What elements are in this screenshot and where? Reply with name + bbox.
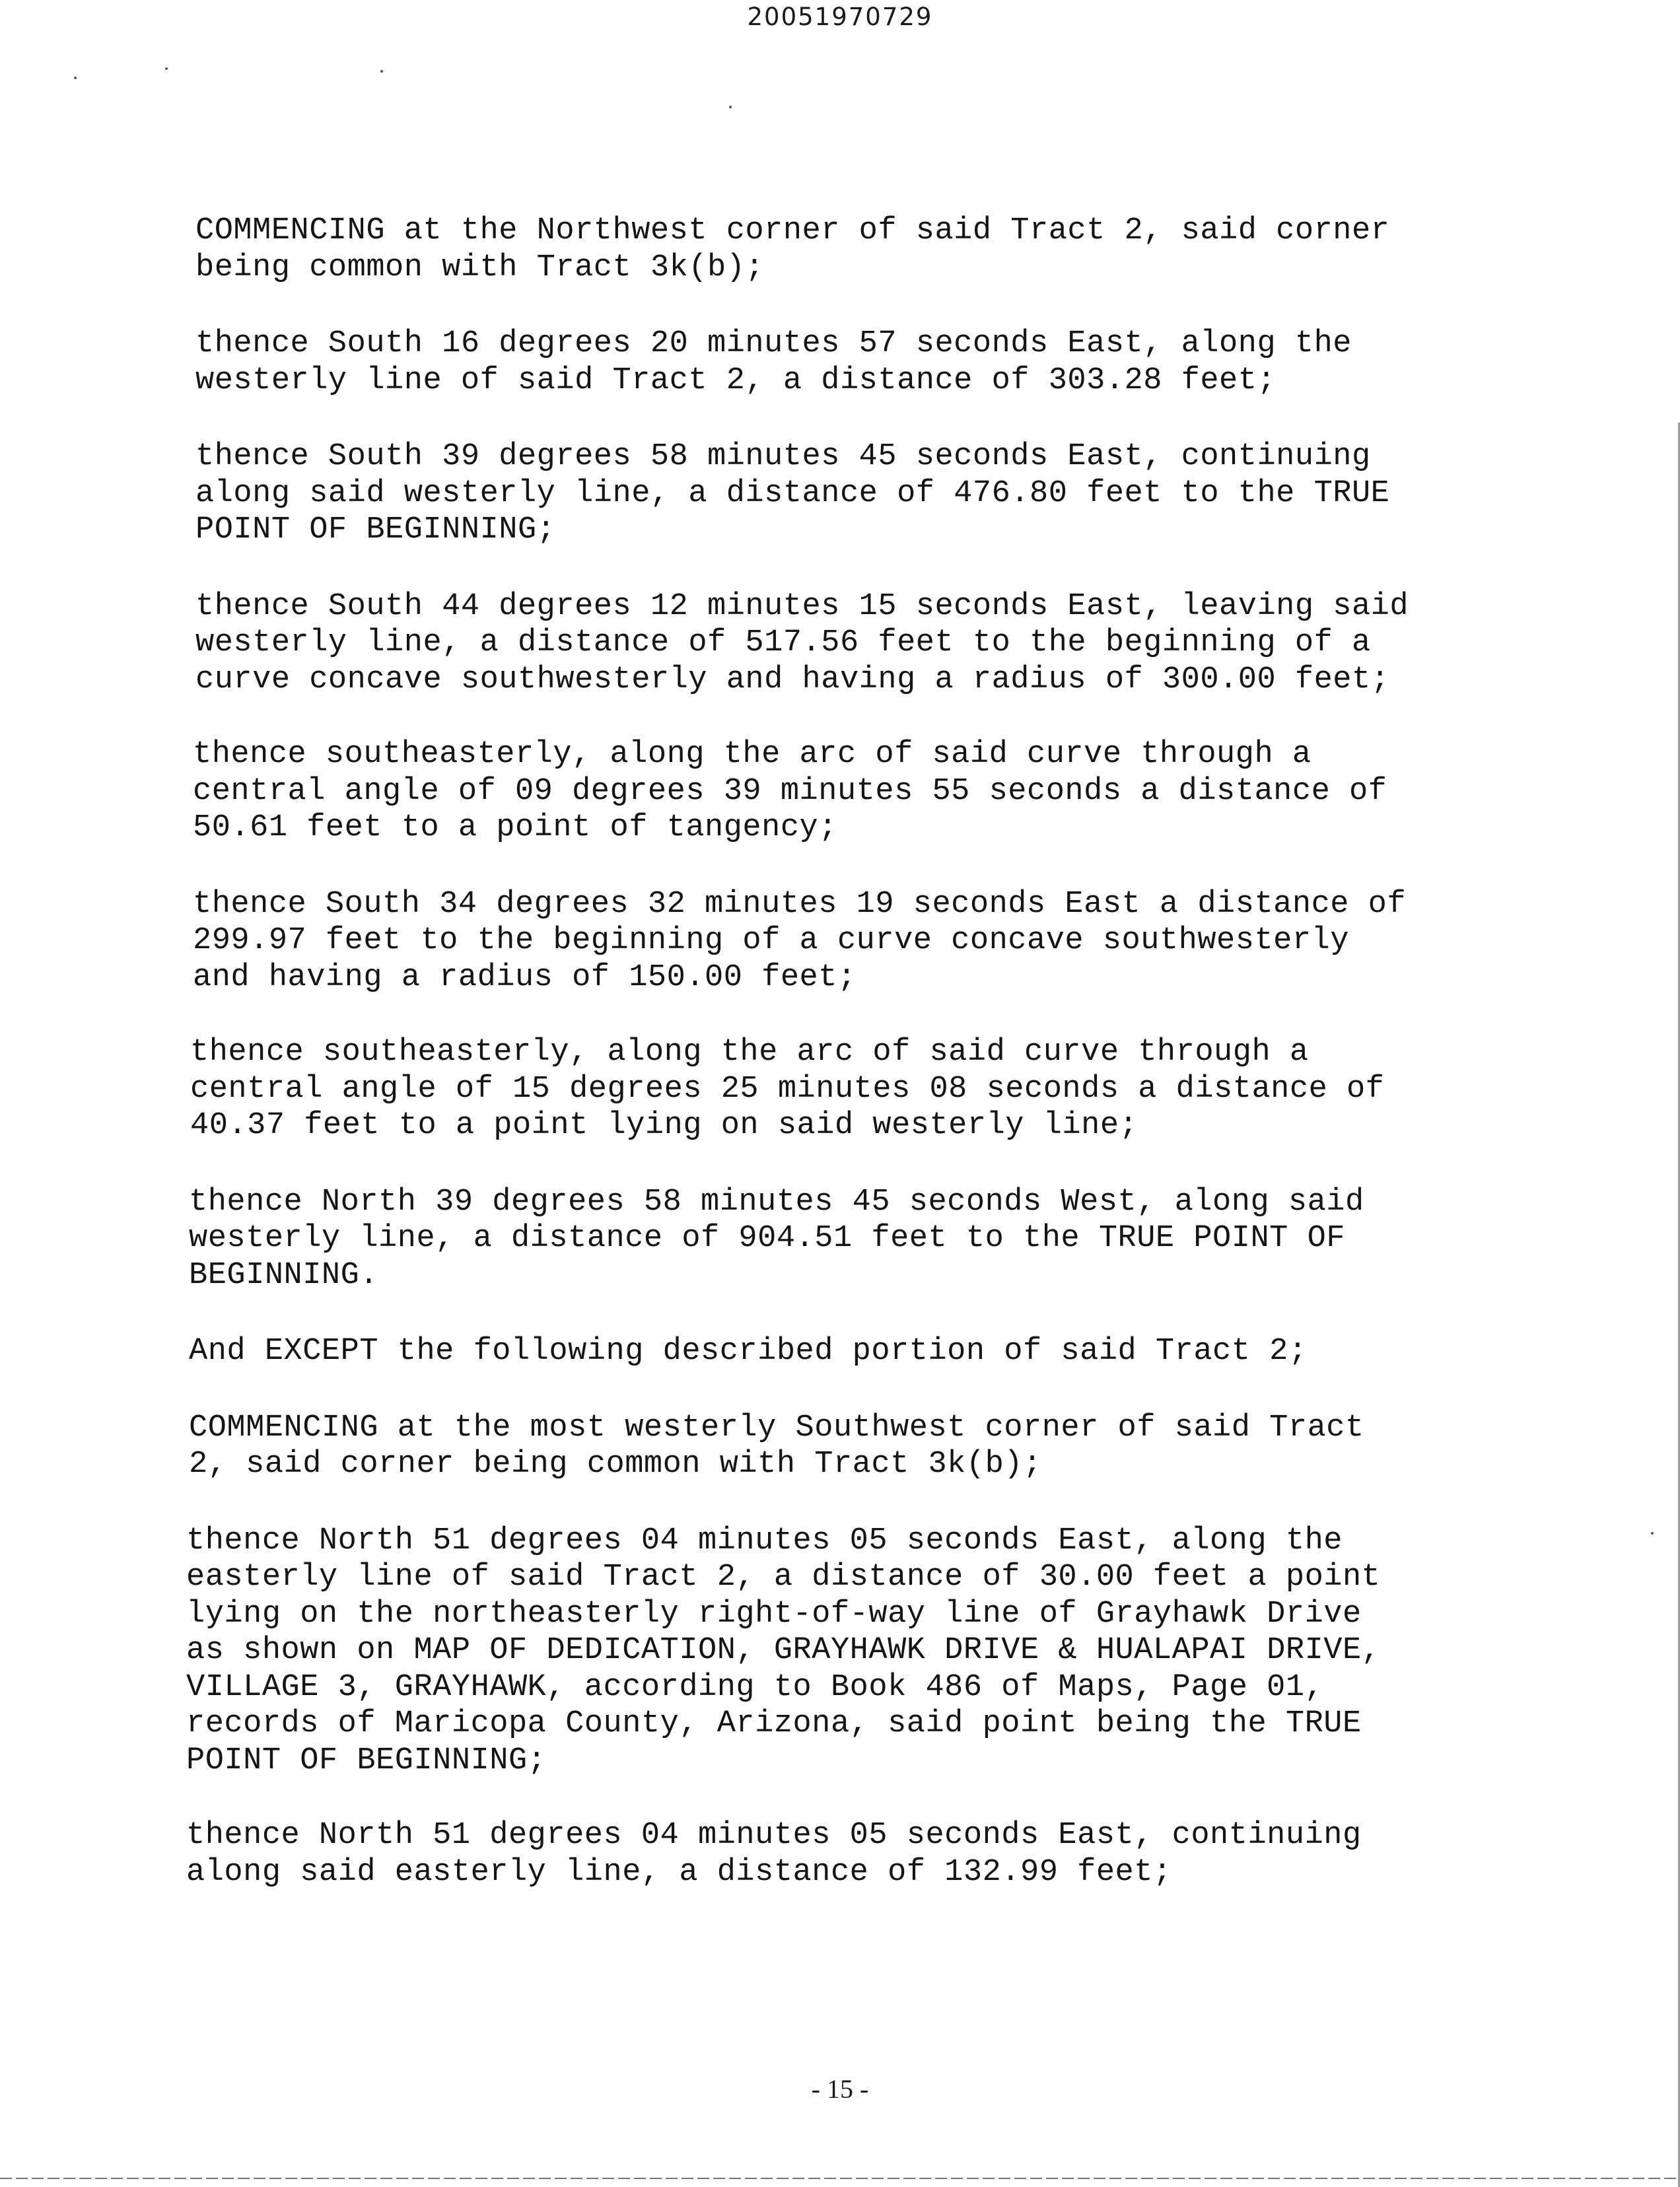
text-line: POINT OF BEGINNING;: [186, 1743, 547, 1778]
paragraph-course-5: [193, 886, 1406, 996]
paragraph-commencing-northwest: [195, 213, 1389, 286]
text-line: westerly line of said Tract 2, a distance of 303.28 feet;: [195, 363, 1277, 398]
text-line: 2, said corner being common with Tract 3k(b);: [189, 1447, 1042, 1482]
paragraph-course-8: [186, 1523, 1380, 1780]
scan-speck: [729, 106, 732, 108]
text-line: BEGINNING.: [189, 1257, 379, 1293]
paragraph-commencing-southwest: [189, 1410, 1364, 1483]
text-line: thence North 51 degrees 04 minutes 05 seconds East, continuing: [186, 1818, 1362, 1853]
text-line: as shown on MAP OF DEDICATION, GRAYHAWK DRIVE & HUALAPAI DRIVE,: [186, 1633, 1381, 1668]
scan-speck: [165, 67, 168, 70]
text-line: lying on the northeasterly right-of-way line of Grayhawk Drive: [186, 1596, 1362, 1632]
text-line: thence South 44 degrees 12 minutes 15 seconds East, leaving said: [195, 588, 1409, 624]
document-number: 20051970729: [747, 3, 933, 31]
text-line: records of Maricopa County, Arizona, said point being the TRUE: [186, 1706, 1362, 1741]
text-line: thence southeasterly, along the arc of said curve through a: [193, 737, 1312, 772]
text-line: 40.37 feet to a point lying on said westerly line;: [190, 1108, 1138, 1143]
text-line: 50.61 feet to a point of tangency;: [193, 810, 837, 845]
text-line: thence southeasterly, along the arc of said curve through a: [190, 1035, 1309, 1070]
scan-speck: [1651, 1532, 1654, 1535]
text-line: central angle of 15 degrees 25 minutes 08 seconds a distance of: [190, 1071, 1385, 1107]
scan-speck: [74, 77, 77, 79]
text-line: along said easterly line, a distance of 132.99 feet;: [186, 1854, 1172, 1890]
paragraph-except-clause: [189, 1333, 1308, 1370]
paragraph-course-1: [195, 326, 1352, 399]
text-line: westerly line, a distance of 904.51 feet to the TRUE POINT OF: [189, 1221, 1345, 1256]
text-line: being common with Tract 3k(b);: [195, 250, 765, 285]
text-line: And EXCEPT the following described portion of said Tract 2;: [189, 1334, 1308, 1369]
page-number: - 15 -: [811, 2074, 869, 2104]
text-line: VILLAGE 3, GRAYHAWK, according to Book 486 of Maps, Page 01,: [186, 1669, 1324, 1705]
paragraph-course-9: [186, 1817, 1362, 1891]
scan-speck: [380, 70, 383, 73]
text-line: central angle of 09 degrees 39 minutes 55 seconds a distance of: [193, 773, 1387, 809]
text-line: curve concave southwesterly and having a radius of 300.00 feet;: [195, 662, 1390, 697]
paragraph-course-6: [190, 1034, 1384, 1144]
paragraph-course-2: [195, 438, 1389, 549]
text-line: POINT OF BEGINNING;: [195, 512, 556, 547]
paragraph-course-7: [189, 1184, 1364, 1294]
text-line: easterly line of said Tract 2, a distance of 30.00 feet a point: [186, 1560, 1381, 1595]
text-line: thence North 51 degrees 04 minutes 05 seconds East, along the: [186, 1523, 1343, 1558]
text-line: and having a radius of 150.00 feet;: [193, 959, 857, 995]
text-line: along said westerly line, a distance of 476.80 feet to the TRUE: [195, 475, 1390, 511]
text-line: thence South 34 degrees 32 minutes 19 seconds East a distance of: [193, 886, 1407, 922]
text-line: 299.97 feet to the beginning of a curve concave southwesterly: [193, 923, 1349, 958]
text-line: COMMENCING at the Northwest corner of said Tract 2, said corner: [195, 213, 1390, 248]
text-line: COMMENCING at the most westerly Southwest corner of said Tract: [189, 1410, 1364, 1445]
paragraph-course-4: [193, 736, 1387, 847]
text-line: thence South 39 degrees 58 minutes 45 seconds East, continuing: [195, 439, 1371, 474]
text-line: thence North 39 degrees 58 minutes 45 seconds West, along said: [189, 1184, 1364, 1220]
paragraph-course-3: [195, 588, 1409, 699]
scan-edge-bottom: [0, 2178, 1680, 2179]
text-line: westerly line, a distance of 517.56 feet to the beginning of a: [195, 625, 1371, 660]
text-line: thence South 16 degrees 20 minutes 57 seconds East, along the: [195, 326, 1352, 361]
